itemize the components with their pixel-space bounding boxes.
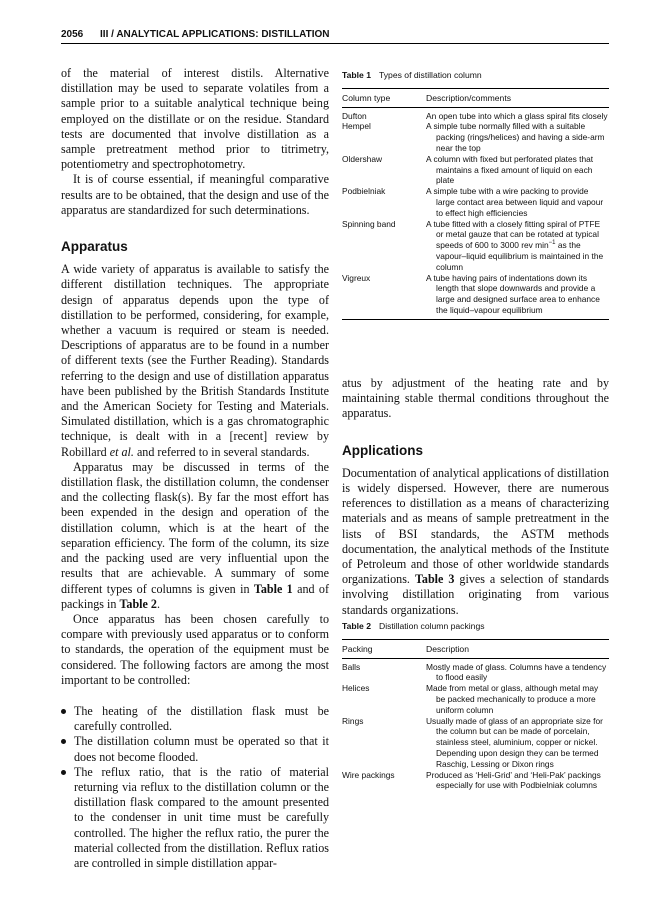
paragraph: It is of course essential, if meaningful comparative results are to be obtained, that the design and use of the apparatus are standardized for such determinations.	[61, 172, 329, 217]
running-header	[61, 29, 609, 40]
table-reference[interactable]: Table 1	[253, 581, 293, 596]
cell-name: Dufton	[342, 110, 367, 121]
section-heading-apparatus: Apparatus	[61, 239, 128, 255]
cell-description: Mostly made of glass. Columns have a tendency to flood easily	[426, 661, 607, 683]
paragraph: Documentation of analytical applications of distillation is widely dispersed. However, there are numerous references to distillation as a means of characterizing materials and as means of sample pretreatment in the lists of BSI standards, the ASTM methods documentation, the analytical methods of the Institute of Petroleum and those of other worldwide standards organizations. Table 3 gives a selection of standards involving distillation originating from various standards organizations.	[342, 465, 610, 617]
table-row	[342, 121, 609, 153]
table-caption: Table 1 Types of distillation column	[342, 70, 482, 80]
column-header: Packing	[342, 643, 373, 654]
table-row	[342, 273, 609, 316]
paragraph: of the material of interest distils. Alternative distillation may be used to separate volatiles from a sample prior to a suitable analytical technique being employed on the distillate or on the residue. Standard tests are documented that involve distillation as a sample pretreatment method prior to titrimetry, potentiometry and spectrophotometry.	[61, 66, 329, 172]
cell-description: A simple tube with a wire packing to provide large contact area between liquid and vapour to effect high efficiencies	[426, 186, 604, 218]
cell-name: Hempel	[342, 121, 371, 132]
bullet-icon	[61, 709, 66, 714]
cell-name: Oldershaw	[342, 153, 383, 164]
column-header: Column type	[342, 92, 391, 103]
cell-description: Made from metal or glass, although metal may be packed mechanically to produce a more uniform column	[426, 683, 599, 715]
table-header-row	[342, 89, 609, 107]
cell-name: Helices	[342, 683, 370, 694]
table-1	[342, 70, 609, 320]
paragraph: A wide variety of apparatus is available to satisfy the different distillation techniques. The appropriate design of apparatus depends upon the type of distillation to be performed, considering, for example, whether a vacuum is required or steam is needed. Descriptions of apparatus are to be found in a number of different texts (see the Further Reading). Standards referring to the design and use of distillation apparatus have been published by the British Standards Institute and the American Society for Testing and Materials. Simulated distillation, which is a gas chromatographic technique, is dealt with in a [recent] review by Robillard et al. and referred to in several standards.	[61, 262, 329, 459]
bullet-icon	[61, 770, 66, 775]
cell-description: A tube fitted with a closely fitting spiral of PTFE or metal gauze that can be rotated at typical speeds of 600 to 3000 rev $\min^{-1}$ as the vapour–liquid equilibrium is maintained in the column	[426, 218, 604, 272]
cell-name: Wire packings	[342, 769, 395, 780]
cell-description: An open tube into which a glass spiral fits closely	[426, 110, 608, 121]
bullet-icon	[61, 739, 66, 744]
table-caption: Table 2 Distillation column packings	[342, 621, 485, 631]
paragraph: Apparatus may be discussed in terms of the distillation flask, the distillation column, the condenser and the collecting flask(s). By far the most effort has been expended in the design and operation of the distillation column, which is at the heart of the separation efficiency. The form of the column, its size and the packing used are very influential upon the results that are achievable. A summary of some different types of columns is given in Table 1 and of packings in Table 2.	[61, 459, 329, 611]
cell-description: Produced as ‘Heli-Grid’ and ‘Heli-Pak’ packings especially for use with Podbielniak columns	[426, 769, 601, 791]
running-title: III / ANALYTICAL APPLICATIONS: DISTILLATION	[100, 29, 330, 40]
table-header-row	[342, 640, 609, 658]
column-header: Description/comments	[426, 92, 512, 103]
paragraph: atus by adjustment of the heating rate and by maintaining stable thermal conditions throughout the apparatus.	[342, 376, 609, 421]
table-row	[342, 111, 609, 122]
cell-description: A simple tube normally filled with a suitable packing (rings/helices) and having a side-arm near the top	[426, 121, 605, 153]
bullet-list	[61, 704, 329, 871]
list-item: The reflux ratio, that is the ratio of material returning via reflux to the distillation column or the distillation flask compared to the amount presented to the condenser in unit time must be carefully controlled. The higher the reflux ratio, the purer the material collected from the distillation. Reflux ratios are controlled in simple distillation appar-	[61, 765, 329, 871]
table-row	[342, 154, 609, 186]
table-2	[342, 621, 609, 794]
cell-name: Podbielniak	[342, 186, 386, 197]
table-reference[interactable]: Table 3	[414, 572, 455, 587]
cell-name: Balls	[342, 661, 361, 672]
page-number: 2056	[61, 29, 84, 40]
table-row	[342, 662, 609, 684]
emphasis: et al.	[109, 444, 134, 459]
table-row	[342, 770, 609, 792]
list-item: The distillation column must be operated so that it does not become flooded.	[61, 734, 329, 764]
paragraph: Once apparatus has been chosen carefully to compare with previously used apparatus or to conform to standards, the operation of the equipment must be considered. The following factors are among the most important to be controlled:	[61, 611, 329, 687]
section-heading-applications: Applications	[342, 442, 424, 458]
left-column	[61, 66, 329, 871]
right-column	[342, 376, 609, 618]
table-row	[342, 219, 609, 273]
cell-description: A tube having pairs of indentations down its length that slope downwards and provide a large and designed surface area to enhance the liquid–vapour equilibrium	[426, 272, 600, 315]
table-body	[342, 659, 609, 795]
header-rule	[61, 43, 609, 44]
table-row	[342, 683, 609, 715]
cell-name: Spinning band	[342, 218, 396, 229]
table-row	[342, 716, 609, 770]
cell-description: Usually made of glass of an appropriate size for the column but can be made of porcelain, stainless steel, aluminium, copper or nickel. Depending upon design they can be termed Raschig, Lessing or Dixon rings	[426, 715, 603, 769]
cell-name: Vigreux	[342, 272, 371, 283]
table-reference[interactable]: Table 2	[119, 596, 157, 611]
cell-description: A column with fixed but perforated plates that maintains a fixed amount of liquid on each plate	[426, 153, 594, 186]
list-item: The heating of the distillation flask must be carefully controlled.	[61, 704, 329, 734]
table-body	[342, 108, 609, 319]
table-row	[342, 186, 609, 218]
table-rule	[342, 319, 609, 320]
column-header: Description	[426, 643, 469, 654]
cell-name: Rings	[342, 715, 364, 726]
